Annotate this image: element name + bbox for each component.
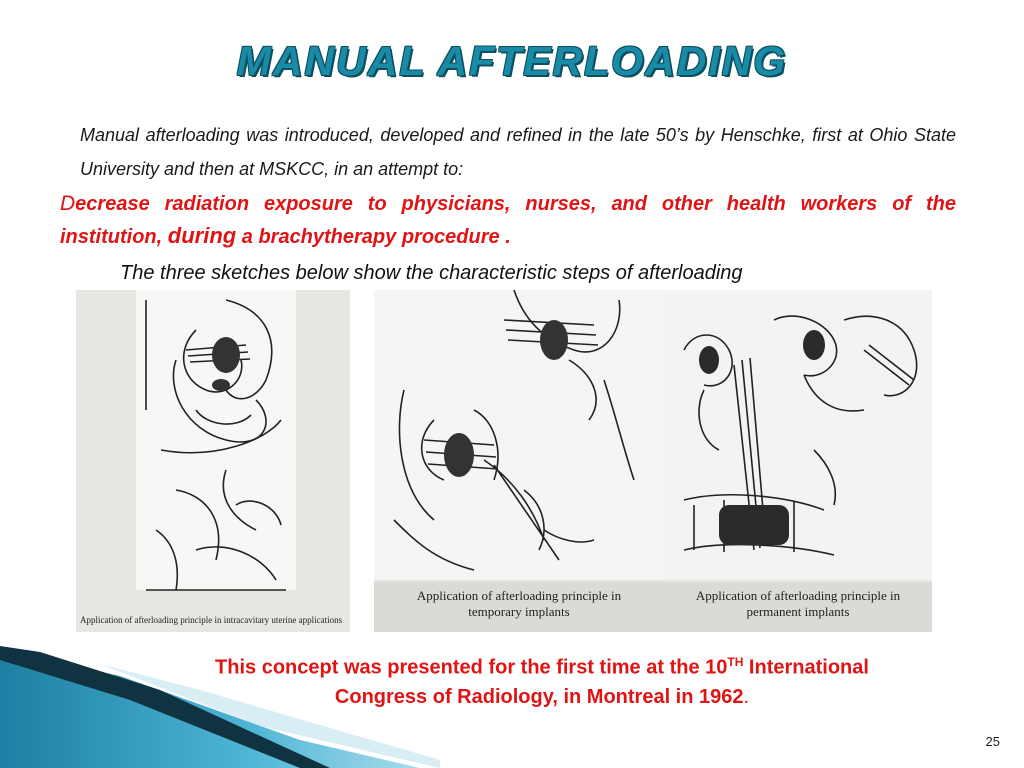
goal-text-part1: ecrease radiation exposure to physicians, nurses, and other health workers of the institution, <box>60 193 956 248</box>
goal-first-letter: D <box>60 192 76 215</box>
caption-temporary-line2: temporary implants <box>468 604 570 619</box>
goal-text-part2: a brachytherapy procedure . <box>236 226 511 248</box>
page-number: 25 <box>985 734 1000 749</box>
permanent-implant-sketch <box>664 290 932 632</box>
concept-after: International <box>743 656 869 679</box>
figure-caption-temporary <box>374 582 664 632</box>
caption-permanent-line1: Application of afterloading principle in <box>695 588 901 603</box>
sketch-note: The three sketches below show the characteristic steps of afterloading <box>120 262 743 284</box>
temporary-implant-sketch <box>374 290 664 632</box>
concept-line2 <box>60 683 1024 712</box>
figure-temporary-implants <box>374 290 664 632</box>
intracavitary-sketch <box>76 290 350 632</box>
figure-caption-permanent <box>664 582 932 632</box>
concept-statement <box>60 648 1024 712</box>
goal-emphasis: during <box>167 223 237 248</box>
concept-line2-text: Congress of Radiology, in Montreal in 1962 <box>334 685 744 708</box>
figure-permanent-implants <box>664 290 932 632</box>
goal-statement <box>60 188 956 253</box>
concept-superscript: TH <box>727 655 744 669</box>
slide-title: MANUAL AFTERLOADING <box>236 38 788 84</box>
intro-paragraph: Manual afterloading was introduced, developed and refined in the late 50’s by Henschke, first at Ohio State University and then at MSKCC, in an attempt to: <box>80 125 956 179</box>
figure-intracavitary <box>76 290 350 632</box>
caption-permanent-line2: permanent implants <box>746 604 850 619</box>
concept-line1 <box>60 648 1024 683</box>
concept-period: . <box>743 685 750 708</box>
figure-caption-intracavitary: Application of afterloading principle in intracavitary uterine applications <box>76 612 350 628</box>
concept-before: This concept was presented for the first time at the 10 <box>215 656 728 679</box>
caption-temporary-line1: Application of afterloading principle in <box>416 588 622 603</box>
